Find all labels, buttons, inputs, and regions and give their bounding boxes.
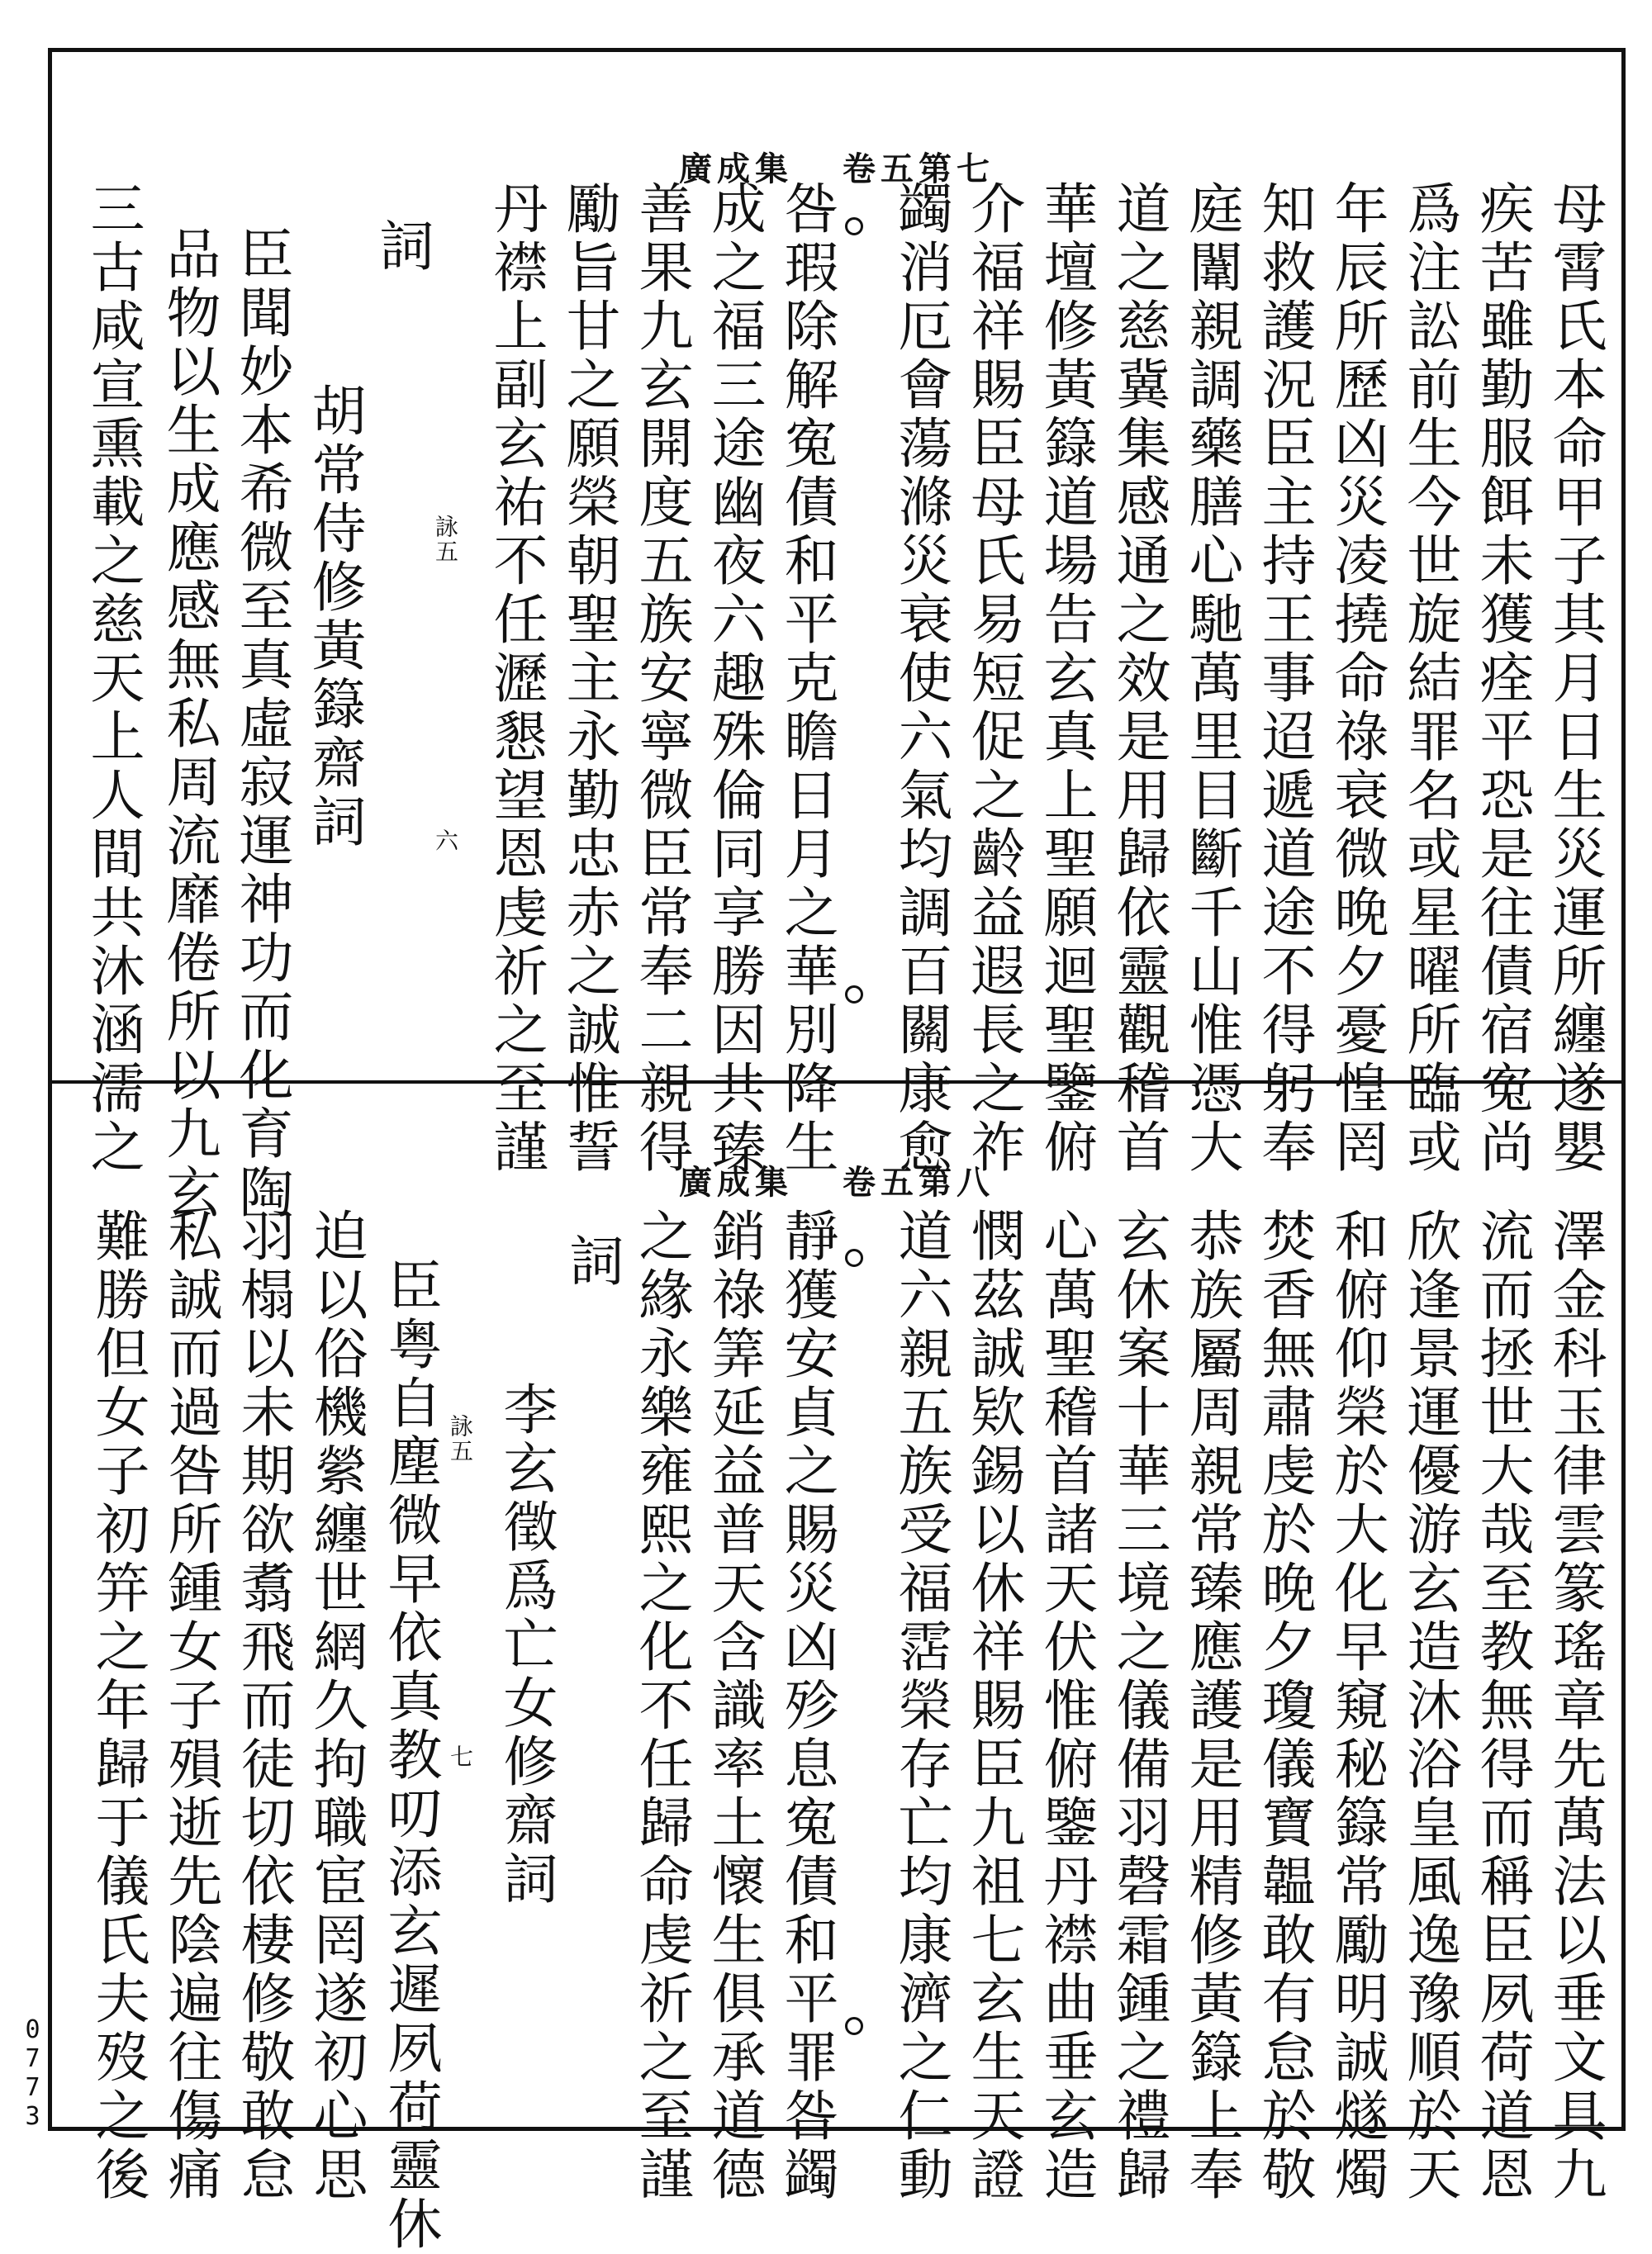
bottom-note-2: 七 (447, 1744, 474, 1769)
bottom-circle-mark-1 (845, 1249, 863, 1267)
bottom-column-11: 靜獲安貞之賜災凶殄息寃債和平罪咎蠲 (775, 1208, 838, 2204)
top-column-18: 臣聞妙本希微至真虛寂運神功而化育陶 (230, 225, 293, 1222)
bottom-column-2: 流而拯世大哉至教無得而稱臣夙荷道恩 (1470, 1208, 1534, 2204)
top-column-10: 蠲消厄會蕩滌災衰使六氣均調百關康愈 (889, 180, 952, 1177)
bottom-circle-mark-2 (845, 2017, 863, 2035)
top-column-20: 三古咸宣熏載之慈天上人間共沐涵濡之 (81, 180, 145, 1177)
top-column-3: 爲注訟前生今世旋結罪名或星曜所臨或 (1398, 180, 1461, 1177)
bottom-header-volume: 卷五第八 (843, 1163, 995, 1202)
top-column-7: 道之慈冀集感通之效是用歸依靈觀稽首 (1107, 180, 1170, 1177)
bottom-column-7: 玄休案十華三境之儀備羽磬霜鍾之禮歸 (1107, 1208, 1170, 2204)
bottom-column-12: 銷祿筭延益普天含識率土懷生俱承道德 (702, 1208, 766, 2204)
top-column-8: 華壇修黃籙道場告玄真上聖願迴聖鑒俯 (1034, 180, 1098, 1177)
bottom-note-1: 詠五 (447, 1414, 474, 1464)
bottom-column-5: 焚香無肅虔於晚夕瓊儀寶韞敢有怠於敬 (1252, 1208, 1316, 2204)
bottom-title: 李玄徵爲亡女修齋詞 (494, 1381, 558, 1909)
top-title: 胡常侍修黃籙齋詞 (302, 382, 366, 852)
top-column-5: 知救護況臣主持王事迢遞道途不得躬奉 (1252, 180, 1316, 1177)
top-column-14: 勵旨甘之願榮朝聖主永勤忠赤之誠惟誓 (557, 180, 620, 1177)
top-section-heading: 詞 (370, 217, 434, 276)
bottom-column-9: 憫茲誠欵錫以休祥賜臣九祖七玄生天證 (961, 1208, 1025, 2204)
top-column-12: 成之福三途幽夜六趣殊倫同享勝因共臻 (702, 180, 766, 1177)
top-note-2: 六 (432, 828, 459, 853)
bottom-column-1: 澤金科玉律雲篆瑤章先萬法以垂文具九 (1543, 1208, 1607, 2204)
bottom-section-heading: 詞 (560, 1232, 624, 1291)
bottom-column-16: 臣粤自塵微早依真教叨添玄遲夙荷靈休 (378, 1257, 442, 2254)
top-circle-mark-1 (845, 217, 863, 235)
top-header-volume: 卷五第七 (843, 149, 995, 188)
bottom-column-20: 難勝但女子初笄之年歸于儀氏夫歿之後 (86, 1208, 150, 2204)
top-column-15: 丹襟上副玄祐不任瀝懇望恩虔祈之至謹 (484, 180, 548, 1177)
top-column-19: 品物以生成應感無私周流靡倦所以九玄 (157, 225, 221, 1222)
top-column-9: 介福祥賜臣母氏易短促之齡益遐長之祚 (961, 180, 1025, 1177)
bottom-column-17: 迫以俗機縈纏世網久拘職宦罔遂初心思 (304, 1208, 368, 2204)
top-column-1: 母霄氏本命甲子其月日生災運所纏遂嬰 (1543, 180, 1607, 1177)
bottom-column-8: 心萬聖稽首諸天伏惟俯鑒丹襟曲垂玄造 (1034, 1208, 1098, 2204)
bottom-page (48, 1080, 1626, 2254)
bottom-header-book-title: 廣成集 (679, 1163, 793, 1202)
top-note-1: 詠五 (432, 515, 459, 564)
bottom-column-6: 恭族屬周親常臻應護是用精修黃籙上奉 (1180, 1208, 1243, 2204)
bottom-column-4: 和俯仰榮於大化早窺秘籙常勵明誠燧燭 (1325, 1208, 1389, 2204)
top-column-4: 年辰所歷凶災凌撓命祿衰微晚夕憂惶罔 (1325, 180, 1389, 1177)
bottom-column-10: 道六親五族受福霑榮存亡均康濟之仁動 (889, 1208, 952, 2204)
bottom-column-13: 之緣永樂雍熙之化不任歸命虔祈之至謹 (629, 1208, 693, 2204)
bottom-column-19: 私誠而過咎所鍾女子殞逝先陰遍往傷痛 (159, 1208, 222, 2204)
top-column-13: 善果九玄開度五族安寧微臣常奉二親得 (629, 180, 693, 1177)
top-circle-mark-2 (845, 985, 863, 1004)
top-column-6: 庭闈親調藥膳心馳萬里目斷千山惟憑大 (1180, 180, 1243, 1177)
bottom-header (52, 1156, 1621, 1203)
top-column-11: 咎瑕除解寃債和平克瞻日月之華別降生 (775, 180, 838, 1177)
top-header-book-title: 廣成集 (679, 149, 793, 188)
page-number: 0773 (18, 2015, 47, 2131)
bottom-column-3: 欣逢景運優游玄造沐浴皇風逸豫順於天 (1398, 1208, 1461, 2204)
bottom-column-18: 羽榻以未期欲翥飛而徒切依棲修敬敢怠 (231, 1208, 295, 2204)
top-column-2: 疾苦雖勤服餌未獲痊平恐是往債宿寃尚 (1470, 180, 1534, 1177)
